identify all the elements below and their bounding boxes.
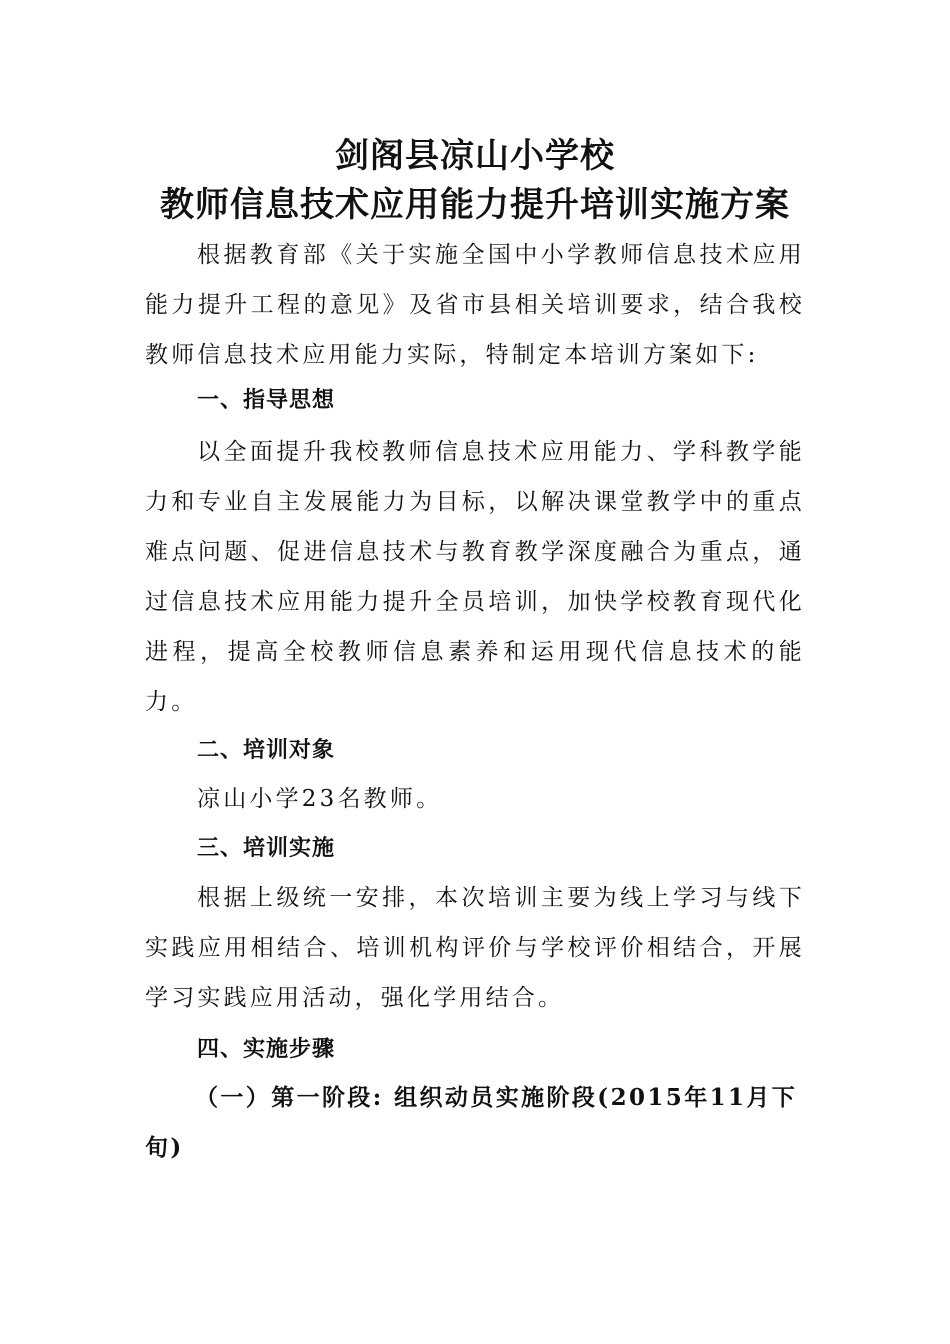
section-body-training-target: 凉山小学23名教师。 bbox=[197, 786, 443, 812]
subsection-heading-phase-one: （一）第一阶段: 组织动员实施阶段(2015年11月下旬) bbox=[145, 1084, 798, 1161]
document-subtitle: 教师信息技术应用能力提升培训实施方案 bbox=[160, 185, 790, 225]
section-body-guiding-principle: 以全面提升我校教师信息技术应用能力、学科教学能力和专业自主发展能力为目标，以解决课堂教学中的重点难点问题、促进信息技术与教育教学深度融合为重点，通过信息技术应用能力提升全员培训，加快学校教育现代化进程，提高全校教师信息素养和运用现代信息技术的能力。 bbox=[145, 439, 805, 715]
section-heading-guiding-principle: 一、指导思想 bbox=[197, 388, 336, 413]
section-body-training-implementation: 根据上级统一安排，本次培训主要为线上学习与线下实践应用相结合、培训机构评价与学校评价相结合，开展学习实践应用活动，强化学用结合。 bbox=[145, 885, 805, 1011]
section-heading-training-target: 二、培训对象 bbox=[197, 738, 336, 763]
section-heading-implementation-steps: 四、实施步骤 bbox=[197, 1037, 336, 1062]
document-title: 剑阁县凉山小学校 bbox=[335, 136, 615, 176]
section-heading-training-implementation: 三、培训实施 bbox=[197, 836, 336, 861]
intro-paragraph: 根据教育部《关于实施全国中小学教师信息技术应用能力提升工程的意见》及省市县相关培训要求，结合我校教师信息技术应用能力实际，特制定本培训方案如下: bbox=[145, 242, 805, 368]
